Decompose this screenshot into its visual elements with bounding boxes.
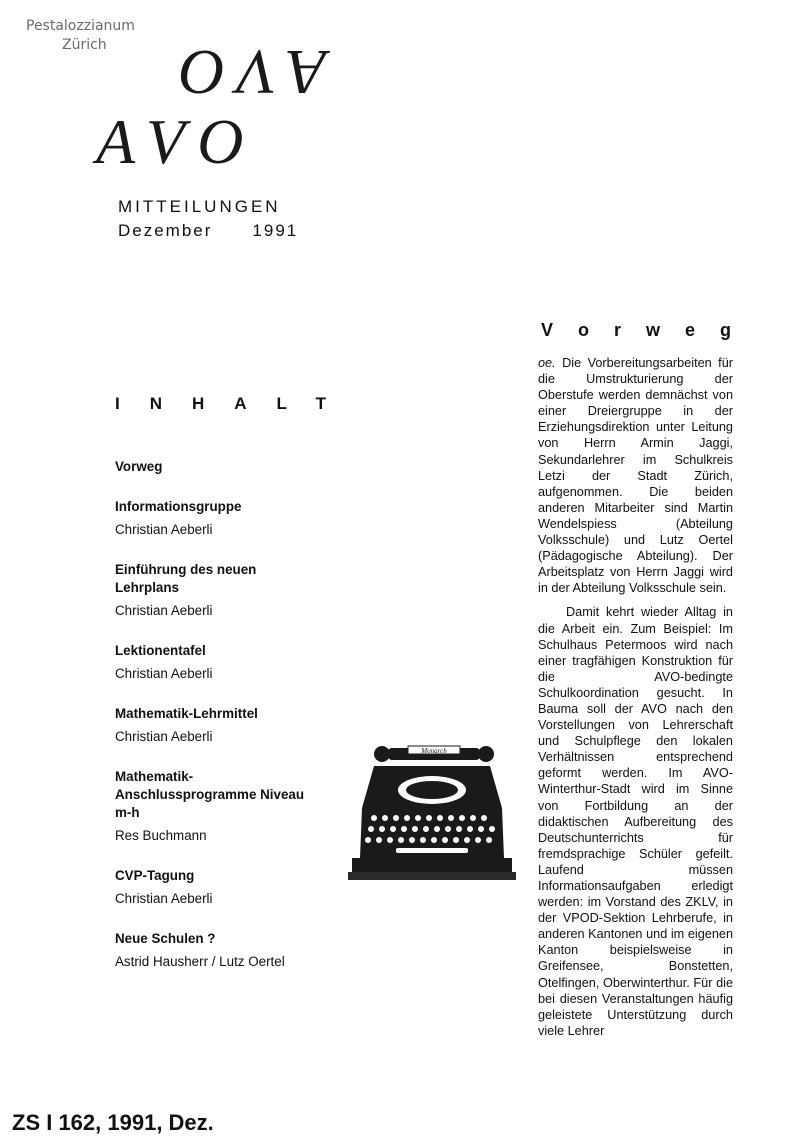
toc-entry-title: Neue Schulen ? [115,931,216,946]
logo-text: AVO [96,106,258,177]
toc-entry-title: Einführung des neuen Lehrplans [115,562,257,595]
article-body [538,355,733,1039]
typewriter-foot [348,872,516,880]
toc-entry-title: Vorweg [115,459,163,474]
shelf-mark: ZS I 162, 1991, Dez. [12,1110,214,1135]
toc-entry-title: CVP-Tagung [115,868,195,883]
toc-entry-author: Christian Aeberli [115,603,213,618]
heading-letter: V [541,320,554,340]
heading-letter: w [645,320,660,340]
toc-entry[interactable] [115,867,320,908]
toc-entry-author: Christian Aeberli [115,666,213,681]
toc-entry[interactable] [115,930,320,971]
toc-entry-author: Christian Aeberli [115,729,213,744]
masthead-year: 1991 [252,221,299,240]
toc-entry[interactable] [115,458,320,476]
toc-heading: INHALT [115,394,357,413]
stamp-line-1: Pestalozzianum [26,18,135,34]
toc-entry-author: Res Buchmann [115,828,207,843]
masthead-title: MITTEILUNGEN [118,197,281,216]
table-of-contents [115,458,320,993]
toc-entry-author: Christian Aeberli [115,891,213,906]
heading-letter: o [578,320,589,340]
author-initials: oe. [538,356,556,370]
toc-entry-title: Informationsgruppe [115,499,242,514]
toc-entry-title: Lektionentafel [115,643,206,658]
platen-knob [478,746,494,762]
article-paragraph: Damit kehrt wieder Alltag in die Arbeit ein. Zum Beispiel: Im Schulhaus Petermoos wird nach einer tragfähigen Konstruktion für die AVO-bedingte Schulkoordination gesucht. In Bauma soll der AVO nach den Vorstellungen von Lehrerschaft und Schulpflege den lokalen Verhältnissen entsprechend geformt werden. Im AVO-Winterthur-Stadt wird im Sinne von Fortbildung an der didaktischen Aufbereitung des Deutschunterrichts für fremdsprachige Schüler gefeilt. Laufend müssen Informationsaufgaben erledigt werden: im Vorstand des ZKLV, in der VPOD-Sektion Lehrberufe, in anderen Kantonen und im eigenen Kanton beispielsweise in Greifensee, Bonstetten, Otelfingen, Oberwinterthur. Für die bei diesen Veranstaltungen häufig geleistete Unterstützung durch viele Lehrer [538,605,733,1038]
toc-entry-title: Mathematik-Lehrmittel [115,706,258,721]
typebar-center [406,781,458,799]
toc-entry[interactable] [115,498,320,539]
stamp-line-2: Zürich [62,37,107,53]
masthead-month: Dezember [118,221,213,240]
typewriter-base [352,858,512,872]
toc-entry[interactable] [115,705,320,746]
heading-letter: e [684,320,695,340]
brand-label: Monarch [421,747,447,755]
platen-knob [374,746,390,762]
heading-letter: g [719,320,731,340]
toc-entry-author: Astrid Hausherr / Lutz Oertel [115,954,285,969]
toc-entry[interactable] [115,768,320,845]
avo-logo [96,37,327,177]
toc-entry[interactable] [115,561,320,620]
typewriter-icon [344,738,520,898]
heading-letter: r [613,320,621,340]
toc-entry[interactable] [115,642,320,683]
article-paragraph [538,355,733,596]
toc-entry-author: Christian Aeberli [115,522,213,537]
toc-entry-title: Mathematik-Anschlussprogramme Niveau m-h [115,769,305,820]
masthead-date [118,221,298,241]
article-heading [541,320,731,341]
logo-mirrored: AVO [165,37,327,108]
paragraph-text: Die Vorbereitungsarbeiten für die Umstrukturierung der Oberstufe werden demnächst von einer Dreiergruppe in der Erziehungsdirektion unter Leitung von Herrn Armin Jaggi, Sekundarlehrer im Schulkreis Letzi der Stadt Zürich, aufgenommen. Die beiden anderen Mitarbeiter sind Martin Wendelspiess (Abteilung Volksschule) und Lutz Oertel (Pädagogische Abteilung). Der Arbeitsplatz von Herrn Jaggi wird in der Abteilung Volksschule sein. [538,356,733,596]
